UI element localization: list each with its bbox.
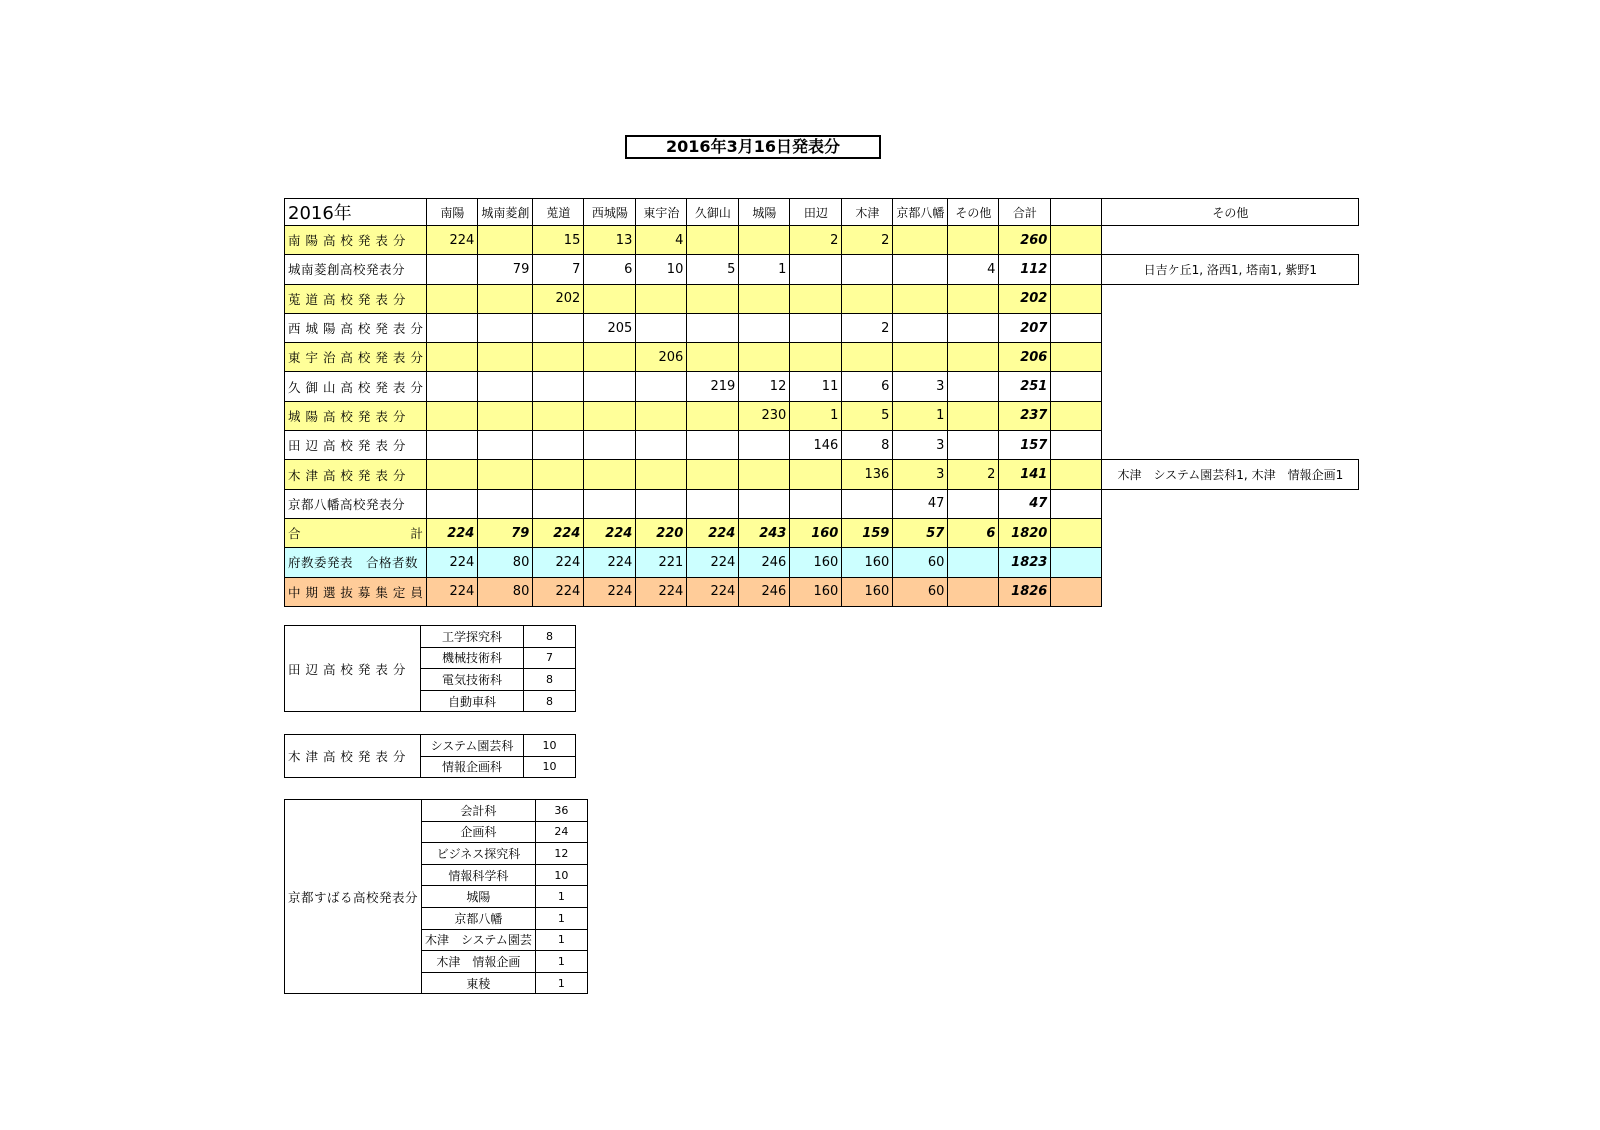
- table-cell: 224: [687, 548, 739, 577]
- department-name: 城陽: [422, 886, 536, 908]
- sum-label-right: 計: [410, 526, 424, 542]
- table-cell: 13: [584, 226, 636, 255]
- table-cell: 47: [893, 489, 948, 518]
- table-cell: [948, 372, 999, 401]
- table-cell: [739, 313, 790, 342]
- table-cell: 79: [478, 518, 533, 547]
- row-label: 東 宇 治 高 校 発 表 分: [285, 343, 427, 372]
- table-row: [285, 226, 1359, 255]
- table-cell: 159: [842, 518, 893, 547]
- table-cell: [584, 401, 636, 430]
- sum-row: [285, 518, 1359, 547]
- department-value: 8: [524, 626, 576, 648]
- table-cell: 160: [790, 518, 842, 547]
- empty-cell: [1051, 518, 1102, 547]
- department-name: ビジネス探究科: [422, 843, 536, 865]
- blank-cell: [1102, 489, 1359, 518]
- row-total: 202: [999, 284, 1051, 313]
- table-cell: [842, 489, 893, 518]
- table-row: [285, 372, 1359, 401]
- table-cell: [790, 255, 842, 284]
- table-cell: 224: [533, 518, 584, 547]
- table-cell: 2: [842, 226, 893, 255]
- table-cell: 224: [687, 518, 739, 547]
- table-cell: [739, 489, 790, 518]
- row-note: 日吉ケ丘1, 洛西1, 塔南1, 紫野1: [1102, 255, 1359, 284]
- table-cell: [636, 431, 687, 460]
- table-cell: [739, 431, 790, 460]
- table-cell: 160: [842, 577, 893, 606]
- empty-cell: [1051, 401, 1102, 430]
- table-cell: 1: [739, 255, 790, 284]
- table-cell: 224: [533, 577, 584, 606]
- sum-label: [288, 524, 423, 542]
- department-name: 機械技術科: [421, 647, 524, 669]
- board-row: [285, 548, 1359, 577]
- table-cell: 3: [893, 372, 948, 401]
- school-label: 田 辺 高 校 発 表 分: [285, 626, 421, 712]
- column-header: 城陽: [739, 199, 790, 226]
- table-row: [285, 401, 1359, 430]
- table-cell: 57: [893, 518, 948, 547]
- table-cell: [478, 226, 533, 255]
- table-cell: [687, 489, 739, 518]
- table-cell: 146: [790, 431, 842, 460]
- column-header: その他: [948, 199, 999, 226]
- department-name: 工学探究科: [421, 626, 524, 648]
- department-value: 1: [535, 951, 587, 973]
- table-cell: [584, 343, 636, 372]
- table-cell: 4: [636, 226, 687, 255]
- column-header: 久御山: [687, 199, 739, 226]
- table-cell: 15: [533, 226, 584, 255]
- table-cell: [636, 313, 687, 342]
- table-cell: 5: [842, 401, 893, 430]
- column-header: 合計: [999, 199, 1051, 226]
- table-cell: [790, 313, 842, 342]
- department-name: 企画科: [422, 821, 536, 843]
- table-cell: [478, 460, 533, 489]
- empty-cell: [1051, 548, 1102, 577]
- table-cell: [427, 343, 478, 372]
- empty-cell: [1051, 255, 1102, 284]
- department-name: 情報企画科: [421, 756, 524, 778]
- table-cell: [427, 255, 478, 284]
- kizu-breakdown-table: [284, 734, 576, 778]
- table-cell: 205: [584, 313, 636, 342]
- row-label: 西 城 陽 高 校 発 表 分: [285, 313, 427, 342]
- table-cell: 6: [584, 255, 636, 284]
- row-total: 260: [999, 226, 1051, 255]
- table-cell: 79: [478, 255, 533, 284]
- table-cell: 224: [427, 226, 478, 255]
- blank-cell: [1102, 401, 1359, 430]
- department-value: 1: [535, 972, 587, 994]
- table-cell: 219: [687, 372, 739, 401]
- table-cell: [478, 313, 533, 342]
- table-cell: [948, 284, 999, 313]
- blank-cell: [1102, 518, 1359, 547]
- table-cell: 160: [842, 548, 893, 577]
- table-row: [285, 313, 1359, 342]
- table-cell: 160: [790, 577, 842, 606]
- table-row: [285, 460, 1359, 489]
- empty-cell: [1051, 460, 1102, 489]
- table-cell: [533, 372, 584, 401]
- table-cell: 224: [584, 548, 636, 577]
- table-cell: [739, 284, 790, 313]
- table-cell: [948, 343, 999, 372]
- table-cell: [739, 460, 790, 489]
- column-header: 西城陽: [584, 199, 636, 226]
- row-total: 1820: [999, 518, 1051, 547]
- school-label: 木 津 高 校 発 表 分: [285, 735, 421, 778]
- table-cell: [687, 284, 739, 313]
- table-cell: [584, 460, 636, 489]
- table-cell: [739, 343, 790, 372]
- row-total: 47: [999, 489, 1051, 518]
- table-cell: [739, 226, 790, 255]
- page-title: 2016年3月16日発表分: [625, 135, 881, 159]
- table-cell: [893, 313, 948, 342]
- table-cell: 206: [636, 343, 687, 372]
- department-name: 会計科: [422, 800, 536, 822]
- table-cell: [533, 401, 584, 430]
- table-cell: [584, 431, 636, 460]
- table-cell: [636, 401, 687, 430]
- department-value: 1: [535, 929, 587, 951]
- department-value: 36: [535, 800, 587, 822]
- row-label: 木 津 高 校 発 表 分: [285, 460, 427, 489]
- table-cell: 7: [533, 255, 584, 284]
- empty-cell: [1051, 372, 1102, 401]
- blank-cell: [1102, 284, 1359, 313]
- table-cell: 11: [790, 372, 842, 401]
- table-cell: [790, 489, 842, 518]
- table-cell: 220: [636, 518, 687, 547]
- department-name: 木津 情報企画: [422, 951, 536, 973]
- department-name: 京都八幡: [422, 907, 536, 929]
- row-label: 南 陽 高 校 発 表 分: [285, 226, 427, 255]
- department-value: 8: [524, 669, 576, 691]
- header-row: [285, 199, 1359, 226]
- column-header: 木津: [842, 199, 893, 226]
- table-cell: 1: [893, 401, 948, 430]
- table-cell: [842, 343, 893, 372]
- department-value: 7: [524, 647, 576, 669]
- table-cell: [478, 284, 533, 313]
- table-cell: 2: [948, 460, 999, 489]
- column-header: 南陽: [427, 199, 478, 226]
- empty-cell: [1051, 489, 1102, 518]
- row-label: 田 辺 高 校 発 表 分: [285, 431, 427, 460]
- table-cell: [893, 343, 948, 372]
- table-cell: [948, 548, 999, 577]
- row-total: 206: [999, 343, 1051, 372]
- table-cell: 8: [842, 431, 893, 460]
- row-label: 城 陽 高 校 発 表 分: [285, 401, 427, 430]
- list-item: [285, 626, 576, 648]
- blank-cell: [1102, 548, 1359, 577]
- table-cell: [790, 343, 842, 372]
- table-cell: [478, 401, 533, 430]
- table-row: [285, 255, 1359, 284]
- empty-cell: [1051, 313, 1102, 342]
- column-header: 田辺: [790, 199, 842, 226]
- table-row: [285, 343, 1359, 372]
- empty-cell: [1051, 431, 1102, 460]
- department-value: 1: [535, 886, 587, 908]
- table-cell: 5: [687, 255, 739, 284]
- table-cell: 3: [893, 431, 948, 460]
- table-cell: 224: [533, 548, 584, 577]
- table-cell: 243: [739, 518, 790, 547]
- department-value: 12: [535, 843, 587, 865]
- row-total: 112: [999, 255, 1051, 284]
- table-cell: 10: [636, 255, 687, 284]
- table-cell: 6: [842, 372, 893, 401]
- row-total: 237: [999, 401, 1051, 430]
- row-label: 久 御 山 高 校 発 表 分: [285, 372, 427, 401]
- blank-cell: [1102, 372, 1359, 401]
- blank-cell: [1102, 343, 1359, 372]
- board-row-label: 府教委発表 合格者数: [285, 548, 427, 577]
- quota-row: [285, 577, 1359, 606]
- note-header: その他: [1102, 199, 1359, 226]
- empty-cell: [1051, 226, 1102, 255]
- table-cell: [687, 313, 739, 342]
- table-cell: [948, 489, 999, 518]
- row-total: 251: [999, 372, 1051, 401]
- row-total: 141: [999, 460, 1051, 489]
- column-header: 城南菱創: [478, 199, 533, 226]
- table-cell: 6: [948, 518, 999, 547]
- empty-cell: [1051, 343, 1102, 372]
- table-cell: [533, 313, 584, 342]
- table-cell: 221: [636, 548, 687, 577]
- results-table: [284, 198, 1359, 607]
- table-cell: 224: [687, 577, 739, 606]
- table-cell: 136: [842, 460, 893, 489]
- table-cell: [893, 255, 948, 284]
- table-cell: [687, 343, 739, 372]
- table-row: [285, 489, 1359, 518]
- department-name: 木津 システム園芸: [422, 929, 536, 951]
- table-cell: [842, 255, 893, 284]
- table-cell: 224: [427, 518, 478, 547]
- department-name: 情報科学科: [422, 864, 536, 886]
- row-total: 1823: [999, 548, 1051, 577]
- sum-label-left: 合: [288, 526, 302, 542]
- table-cell: [948, 431, 999, 460]
- table-cell: 60: [893, 548, 948, 577]
- table-cell: [948, 313, 999, 342]
- table-cell: [687, 401, 739, 430]
- table-cell: [687, 460, 739, 489]
- table-cell: [427, 401, 478, 430]
- table-cell: 230: [739, 401, 790, 430]
- row-label: 莵 道 高 校 発 表 分: [285, 284, 427, 313]
- department-value: 10: [524, 756, 576, 778]
- table-cell: [478, 489, 533, 518]
- table-cell: 3: [893, 460, 948, 489]
- table-cell: [948, 401, 999, 430]
- table-cell: [478, 431, 533, 460]
- table-cell: [478, 372, 533, 401]
- table-cell: 160: [790, 548, 842, 577]
- tanabe-breakdown-table: [284, 625, 576, 712]
- department-value: 24: [535, 821, 587, 843]
- blank-cell: [1102, 431, 1359, 460]
- table-cell: [790, 460, 842, 489]
- sum-row-label: [285, 518, 427, 547]
- table-cell: 12: [739, 372, 790, 401]
- list-item: [285, 735, 576, 757]
- column-header: 京都八幡: [893, 199, 948, 226]
- table-cell: [584, 372, 636, 401]
- table-cell: [427, 460, 478, 489]
- blank-cell: [1102, 226, 1359, 255]
- table-cell: [687, 226, 739, 255]
- table-cell: [478, 343, 533, 372]
- empty-cell: [1051, 577, 1102, 606]
- subaru-breakdown-table: [284, 799, 588, 994]
- table-cell: 224: [584, 577, 636, 606]
- table-cell: 202: [533, 284, 584, 313]
- table-cell: 224: [427, 548, 478, 577]
- row-note: 木津 システム園芸科1, 木津 情報企画1: [1102, 460, 1359, 489]
- row-total: 157: [999, 431, 1051, 460]
- table-cell: 224: [584, 518, 636, 547]
- table-cell: 60: [893, 577, 948, 606]
- year-label: 2016年: [285, 199, 427, 226]
- list-item: [285, 800, 588, 822]
- table-cell: [948, 577, 999, 606]
- row-total: 1826: [999, 577, 1051, 606]
- row-label: 京都八幡高校発表分: [285, 489, 427, 518]
- department-value: 8: [524, 690, 576, 712]
- department-name: システム園芸科: [421, 735, 524, 757]
- department-value: 10: [535, 864, 587, 886]
- department-value: 10: [524, 735, 576, 757]
- school-label: 京都すばる高校発表分: [285, 800, 422, 994]
- blank-cell: [1102, 577, 1359, 606]
- table-cell: 246: [739, 577, 790, 606]
- table-cell: 80: [478, 577, 533, 606]
- table-cell: [893, 226, 948, 255]
- table-cell: [533, 343, 584, 372]
- quota-row-label: 中 期 選 抜 募 集 定 員: [285, 577, 427, 606]
- table-cell: [790, 284, 842, 313]
- table-cell: [427, 489, 478, 518]
- column-header: 莵道: [533, 199, 584, 226]
- table-cell: [584, 489, 636, 518]
- table-cell: [636, 489, 687, 518]
- table-row: [285, 431, 1359, 460]
- row-total: 207: [999, 313, 1051, 342]
- table-cell: [427, 313, 478, 342]
- table-cell: [687, 431, 739, 460]
- table-cell: [636, 372, 687, 401]
- table-cell: 4: [948, 255, 999, 284]
- blank-cell: [1102, 313, 1359, 342]
- department-value: 1: [535, 907, 587, 929]
- table-cell: 2: [790, 226, 842, 255]
- table-cell: [427, 431, 478, 460]
- table-cell: [636, 284, 687, 313]
- row-label: 城南菱創高校発表分: [285, 255, 427, 284]
- table-cell: 80: [478, 548, 533, 577]
- table-cell: [533, 431, 584, 460]
- department-name: 電気技術科: [421, 669, 524, 691]
- table-cell: [533, 460, 584, 489]
- table-cell: [584, 284, 636, 313]
- table-cell: 246: [739, 548, 790, 577]
- table-cell: [427, 284, 478, 313]
- column-header: 東宇治: [636, 199, 687, 226]
- empty-cell: [1051, 284, 1102, 313]
- table-cell: 1: [790, 401, 842, 430]
- table-cell: [427, 372, 478, 401]
- table-cell: [948, 226, 999, 255]
- table-cell: 224: [427, 577, 478, 606]
- table-cell: 224: [636, 577, 687, 606]
- table-cell: [842, 284, 893, 313]
- table-row: [285, 284, 1359, 313]
- empty-header-cell: [1051, 199, 1102, 226]
- department-name: 自動車科: [421, 690, 524, 712]
- table-cell: 2: [842, 313, 893, 342]
- department-name: 東稜: [422, 972, 536, 994]
- table-cell: [893, 284, 948, 313]
- table-cell: [636, 460, 687, 489]
- table-cell: [533, 489, 584, 518]
